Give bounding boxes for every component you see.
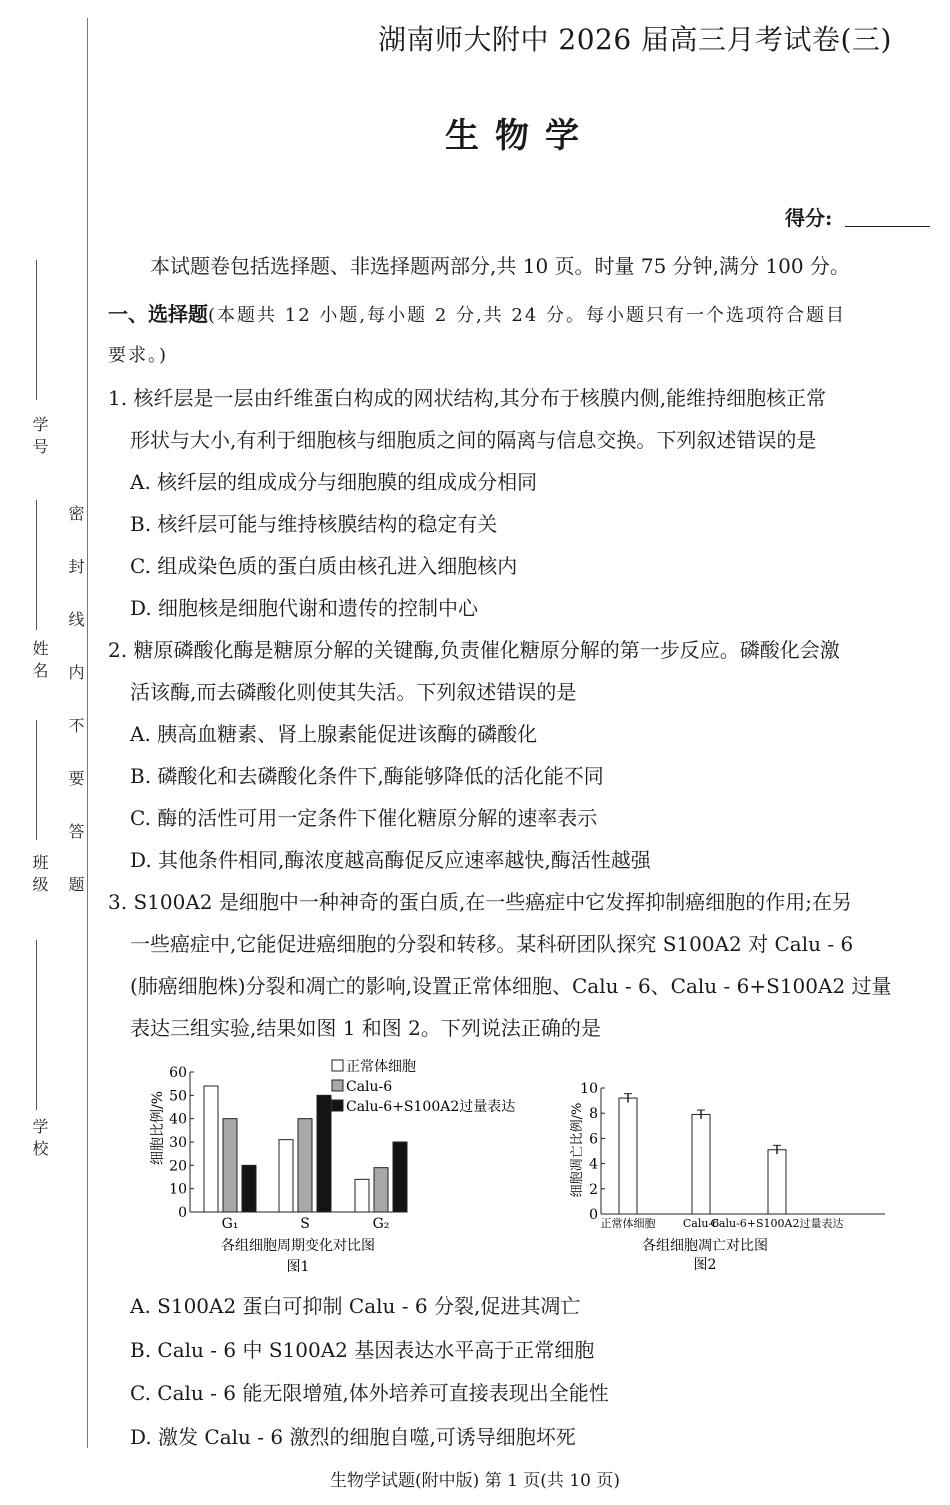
fig2-bar bbox=[692, 1114, 710, 1214]
section-title: 一、选择题 bbox=[108, 302, 208, 326]
fig1-bar bbox=[279, 1140, 293, 1212]
fig1-category-label: S bbox=[300, 1216, 310, 1232]
q3-option-a[interactable]: A. S100A2 蛋白可抑制 Calu - 6 分裂,促进其凋亡 bbox=[130, 1294, 581, 1318]
fig1-legend-label: Calu-6+S100A2过量表达 bbox=[346, 1099, 516, 1115]
fig1-bar bbox=[355, 1179, 369, 1212]
fig1-category-label: G₁ bbox=[221, 1216, 239, 1232]
score-label: 得分: bbox=[785, 206, 833, 230]
figure-2-chart bbox=[565, 1070, 895, 1280]
fig1-legend-label: 正常体细胞 bbox=[346, 1059, 416, 1075]
q1-option-b[interactable]: B. 核纤层可能与维持核膜结构的稳定有关 bbox=[130, 512, 498, 536]
q1-stem-line-2: 形状与大小,有利于细胞核与细胞质之间的隔离与信息交换。下列叙述错误的是 bbox=[130, 428, 817, 452]
fig2-category-label: 正常体细胞 bbox=[600, 1217, 656, 1230]
q1-option-a[interactable]: A. 核纤层的组成成分与细胞膜的组成成分相同 bbox=[130, 470, 538, 494]
fig1-bar bbox=[317, 1095, 331, 1212]
fig1-legend-swatch bbox=[332, 1060, 343, 1071]
fig1-ytick-label: 10 bbox=[169, 1181, 187, 1198]
student-info-column bbox=[22, 260, 52, 1460]
fig2-label: 图2 bbox=[693, 1257, 717, 1273]
school-label: 学校 bbox=[30, 1118, 49, 1162]
section-note-cont: 要求。) bbox=[108, 345, 169, 366]
page-footer: 生物学试题(附中版) 第 1 页(共 10 页) bbox=[330, 1471, 620, 1491]
q3-stem-line-3: (肺癌细胞株)分裂和凋亡的影响,设置正常体细胞、Calu - 6、Calu - 6+S100A2 过量 bbox=[130, 974, 892, 998]
binding-line bbox=[87, 18, 88, 1448]
q1-option-d[interactable]: D. 细胞核是细胞代谢和遗传的控制中心 bbox=[130, 596, 479, 620]
student-id-label: 学号 bbox=[30, 416, 49, 460]
q3-option-c[interactable]: C. Calu - 6 能无限增殖,体外培养可直接表现出全能性 bbox=[130, 1381, 609, 1405]
fig1-ytick-label: 40 bbox=[169, 1111, 187, 1128]
score-blank[interactable] bbox=[845, 226, 930, 227]
student-name-label: 姓名 bbox=[30, 640, 49, 684]
fig1-bar bbox=[223, 1119, 237, 1212]
fig2-ytick-label: 4 bbox=[589, 1156, 598, 1173]
q2-option-c[interactable]: C. 酶的活性可用一定条件下催化糖原分解的速率表示 bbox=[130, 806, 598, 830]
fig2-ytick-label: 10 bbox=[580, 1081, 598, 1097]
seal-notice: 密封线内不要答题 bbox=[66, 505, 85, 929]
q2-option-b[interactable]: B. 磷酸化和去磷酸化条件下,酶能够降低的活化能不同 bbox=[130, 764, 604, 788]
class-label: 班级 bbox=[30, 854, 49, 898]
fig1-legend-swatch bbox=[332, 1100, 343, 1111]
fig1-legend-label: Calu-6 bbox=[346, 1079, 393, 1095]
q2-option-d[interactable]: D. 其他条件相同,酶浓度越高酶促反应速率越快,酶活性越强 bbox=[130, 848, 651, 872]
figure-1-chart bbox=[140, 1050, 560, 1280]
fig2-bar bbox=[619, 1098, 637, 1214]
section-heading bbox=[108, 302, 933, 328]
fig2-ytick-label: 8 bbox=[589, 1106, 598, 1123]
class-rule bbox=[36, 720, 37, 840]
school-rule bbox=[36, 940, 37, 1110]
fig2-ytick-label: 0 bbox=[589, 1207, 598, 1223]
fig1-ylabel: 细胞比例/% bbox=[150, 1090, 166, 1166]
q3-option-b[interactable]: B. Calu - 6 中 S100A2 基因表达水平高于正常细胞 bbox=[130, 1338, 595, 1362]
fig1-bar bbox=[298, 1119, 312, 1212]
exam-instructions: 本试题卷包括选择题、非选择题两部分,共 10 页。时量 75 分钟,满分 100 分。 bbox=[150, 254, 850, 278]
q3-stem-line-2: 一些癌症中,它能促进癌细胞的分裂和转移。某科研团队探究 S100A2 对 Calu - 6 bbox=[130, 932, 854, 956]
student-name-rule bbox=[36, 500, 37, 630]
q3-stem-line-1: 3. S100A2 是细胞中一种神奇的蛋白质,在一些癌症中它发挥抑制癌细胞的作用;在另 bbox=[108, 890, 852, 914]
fig1-bar bbox=[374, 1168, 388, 1212]
fig1-label: 图1 bbox=[286, 1259, 310, 1275]
fig1-bar bbox=[204, 1086, 218, 1212]
q3-option-d[interactable]: D. 激发 Calu - 6 激烈的细胞自噬,可诱导细胞坏死 bbox=[130, 1425, 576, 1449]
fig2-ytick-label: 2 bbox=[589, 1181, 598, 1198]
fig2-bar bbox=[768, 1150, 786, 1214]
subject-title: 生物学 bbox=[445, 116, 595, 156]
fig1-title: 各组细胞周期变化对比图 bbox=[221, 1238, 375, 1254]
q3-stem-line-4: 表达三组实验,结果如图 1 和图 2。下列说法正确的是 bbox=[130, 1016, 601, 1040]
fig1-bar bbox=[242, 1165, 256, 1212]
fig1-ytick-label: 20 bbox=[169, 1158, 187, 1175]
fig2-ytick-label: 6 bbox=[589, 1131, 598, 1148]
q1-option-c[interactable]: C. 组成染色质的蛋白质由核孔进入细胞核内 bbox=[130, 554, 518, 578]
exam-title: 湖南师大附中 2026 届高三月考试卷(三) bbox=[378, 23, 892, 56]
fig1-category-label: G₂ bbox=[372, 1216, 390, 1232]
fig2-ylabel: 细胞凋亡比例/% bbox=[570, 1102, 585, 1198]
q2-option-a[interactable]: A. 胰高血糖素、肾上腺素能促进该酶的磷酸化 bbox=[130, 722, 538, 746]
student-id-rule bbox=[36, 260, 37, 400]
section-note: (本题共 12 小题,每小题 2 分,共 24 分。每小题只有一个选项符合题目 bbox=[208, 305, 847, 326]
fig1-ytick-label: 50 bbox=[169, 1088, 187, 1105]
fig1-ytick-label: 60 bbox=[169, 1065, 187, 1081]
q1-stem-line-1: 1. 核纤层是一层由纤维蛋白构成的网状结构,其分布于核膜内侧,能维持细胞核正常 bbox=[108, 386, 827, 410]
fig1-ytick-label: 0 bbox=[178, 1205, 187, 1221]
q2-stem-line-2: 活该酶,而去磷酸化则使其失活。下列叙述错误的是 bbox=[130, 680, 577, 704]
fig2-title: 各组细胞凋亡对比图 bbox=[642, 1238, 768, 1254]
fig1-ytick-label: 30 bbox=[169, 1135, 187, 1151]
fig2-category-label: Calu-6+S100A2过量表达 bbox=[710, 1217, 844, 1230]
fig1-legend-swatch bbox=[332, 1080, 343, 1091]
fig1-bar bbox=[393, 1142, 407, 1212]
q2-stem-line-1: 2. 糖原磷酸化酶是糖原分解的关键酶,负责催化糖原分解的第一步反应。磷酸化会激 bbox=[108, 638, 840, 662]
fig2-category-label: Calu-6 bbox=[682, 1217, 720, 1230]
